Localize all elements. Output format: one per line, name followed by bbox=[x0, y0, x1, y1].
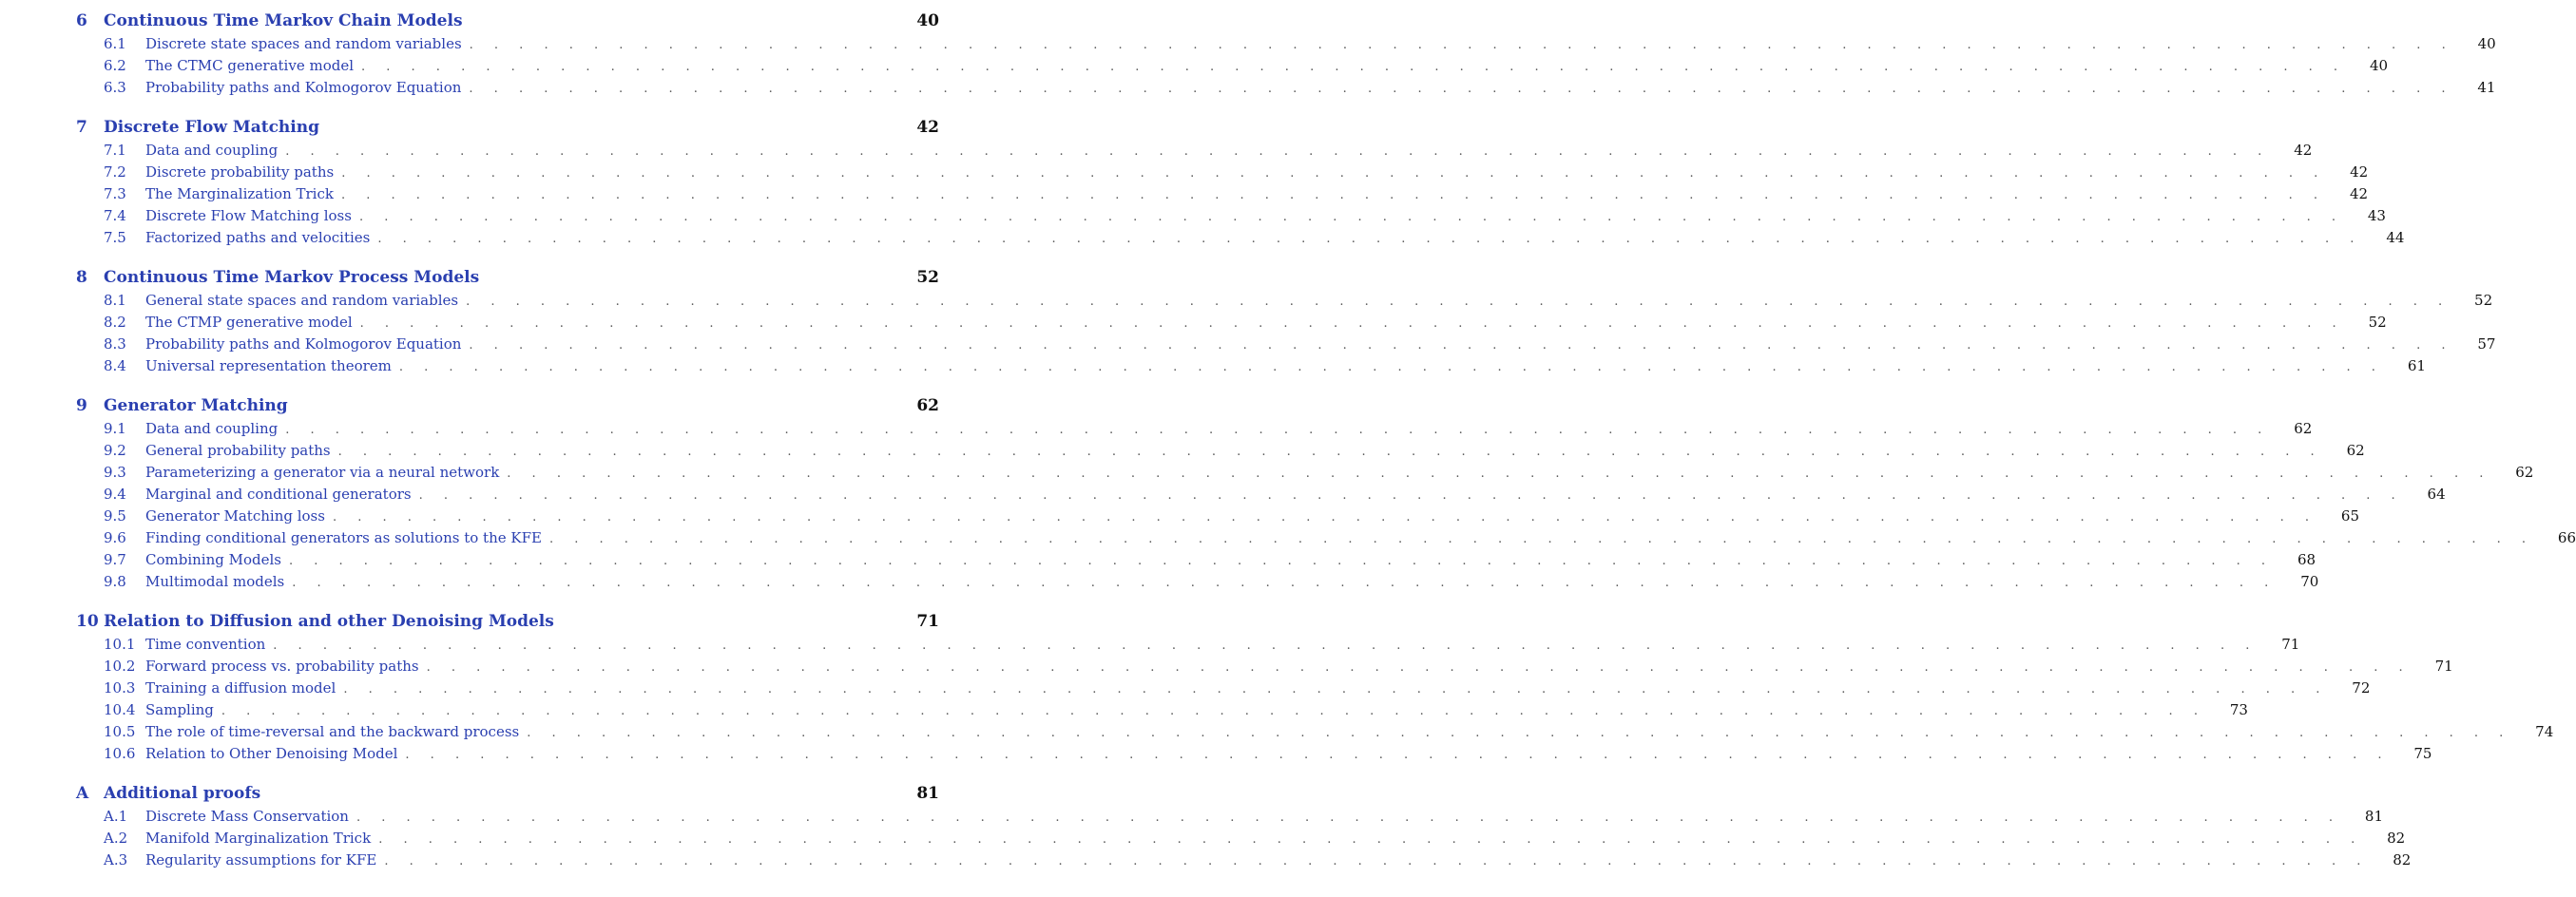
section-title: Discrete Mass Conservation bbox=[145, 808, 349, 825]
dot-leader: . . . . . . . . . . . . . . . . . . . . . . . . . . . . . . . . . . . . . . . . . . . . . . . . . . . . . . . . . . . . . . . . . . . . . . . . . . . . . . . . bbox=[288, 554, 2275, 568]
chapter-entry-link[interactable] bbox=[76, 394, 939, 418]
section-page-number: 81 bbox=[2364, 808, 2384, 825]
chapter-page-number: 81 bbox=[916, 784, 939, 803]
section-entry-link[interactable] bbox=[76, 227, 2405, 249]
dot-leader: . . . . . . . . . . . . . . . . . . . . . . . . . . . . . . . . . . . . . . . . . . . . . . . . . . . . . . . . . . . . . . . . . . . . . . . . . . . . . . . . bbox=[343, 682, 2329, 697]
dot-leader: . . . . . . . . . . . . . . . . . . . . . . . . . . . . . . . . . . . . . . . . . . . . . . . . . . . . . . . . . . . . . . . . . . . . . . . . . . . . . . . . bbox=[384, 854, 2370, 868]
chapter-entry-link[interactable] bbox=[76, 116, 939, 140]
section-entry-link[interactable] bbox=[76, 549, 2316, 571]
section-entry-link[interactable] bbox=[76, 290, 2493, 312]
section-page-number: 66 bbox=[2557, 529, 2576, 546]
section-page-number: 75 bbox=[2413, 745, 2432, 762]
dot-leader: . . . . . . . . . . . . . . . . . . . . . . . . . . . . . . . . . . . . . . . . . . . . . . . . . . . . . . . . . . . . . . . . . . . . . . . . . . . . . . . . bbox=[337, 445, 2323, 459]
dot-leader: . . . . . . . . . . . . . . . . . . . . . . . . . . . . . . . . . . . . . . . . . . . . . . . . . . . . . . . . . . . . . . . . . . . . . . . . . . . . . . . . bbox=[469, 338, 2454, 353]
dot-leader: . . . . . . . . . . . . . . . . . . . . . . . . . . . . . . . . . . . . . . . . . . . . . . . . . . . . . . . . . . . . . . . . . . . . . . . . . . . . . . . . bbox=[405, 748, 2391, 762]
toc-chapter bbox=[76, 394, 2576, 593]
section-title: Discrete Flow Matching loss bbox=[145, 207, 352, 224]
section-number: 9.3 bbox=[104, 464, 126, 481]
section-entry-link[interactable] bbox=[76, 484, 2446, 506]
section-page-number: 70 bbox=[2300, 573, 2319, 590]
dot-leader: . . . . . . . . . . . . . . . . . . . . . . . . . . . . . . . . . . . . . . . . . . . . . . . . . . . . . . . . . . . . . . . . . . . . . . . . . . . . . . . . bbox=[332, 510, 2317, 525]
chapter-title: Generator Matching bbox=[104, 396, 288, 415]
chapter-page-number: 40 bbox=[916, 11, 939, 30]
section-title: Relation to Other Denoising Model bbox=[145, 745, 398, 762]
dot-leader: . . . . . . . . . . . . . . . . . . . . . . . . . . . . . . . . . . . . . . . . . . . . . . . . . . . . . . . . . . . . . . . . . . . . . . . . . . . . . . . . bbox=[426, 660, 2412, 675]
section-page-number: 72 bbox=[2352, 679, 2371, 697]
section-page-number: 74 bbox=[2535, 723, 2554, 740]
section-title: Manifold Marginalization Trick bbox=[145, 830, 372, 847]
section-entry-link[interactable] bbox=[76, 806, 2384, 828]
section-number: 8.1 bbox=[104, 292, 126, 309]
section-entry-link[interactable] bbox=[76, 678, 2371, 699]
section-page-number: 62 bbox=[2294, 420, 2313, 437]
section-entry-link[interactable] bbox=[76, 162, 2369, 183]
section-title: Discrete probability paths bbox=[145, 163, 335, 181]
dot-leader: . . . . . . . . . . . . . . . . . . . . . . . . . . . . . . . . . . . . . . . . . . . . . . . . . . . . . . . . . . . . . . . . . . . . . . . . . . . . . . . . bbox=[358, 210, 2344, 224]
section-page-number: 42 bbox=[2294, 142, 2313, 159]
section-page-number: 61 bbox=[2407, 357, 2426, 374]
section-title: Training a diffusion model bbox=[145, 679, 336, 697]
table-of-contents bbox=[76, 10, 2576, 871]
chapter-title: Continuous Time Markov Process Models bbox=[104, 268, 480, 287]
section-entry-link[interactable] bbox=[76, 699, 2248, 721]
section-title: The role of time-reversal and the backward process bbox=[145, 723, 520, 740]
section-number: 9.1 bbox=[104, 420, 126, 437]
chapter-page-number: 62 bbox=[916, 396, 939, 415]
chapter-title: Additional proofs bbox=[104, 784, 261, 803]
section-entry-link[interactable] bbox=[76, 140, 2313, 162]
chapter-title: Relation to Diffusion and other Denoising Models bbox=[104, 612, 554, 631]
chapter-number: A bbox=[76, 784, 89, 803]
section-page-number: 42 bbox=[2349, 185, 2369, 202]
section-number: 9.2 bbox=[104, 442, 126, 459]
section-number: 6.2 bbox=[104, 57, 126, 74]
section-title: Probability paths and Kolmogorov Equation bbox=[145, 79, 462, 96]
section-page-number: 43 bbox=[2367, 207, 2386, 224]
section-page-number: 52 bbox=[2368, 314, 2387, 331]
chapter-entry-link[interactable] bbox=[76, 610, 939, 634]
section-page-number: 52 bbox=[2474, 292, 2493, 309]
section-entry-link[interactable] bbox=[76, 312, 2387, 334]
dot-leader: . . . . . . . . . . . . . . . . . . . . . . . . . . . . . . . . . . . . . . . . . . . . . . . . . . . . . . . . . . . . . . . . . . . . . . . . . . . . . . . . bbox=[356, 811, 2342, 825]
section-entry-link[interactable] bbox=[76, 205, 2386, 227]
dot-leader: . . . . . . . . . . . . . . . . . . . . . . . . . . . . . . . . . . . . . . . . . . . . . . . . . . . . . . . . . . . . . . . . . . . . . . . . . . . . . . . . bbox=[507, 467, 2492, 481]
section-entry-link[interactable] bbox=[76, 828, 2406, 849]
dot-leader: . . . . . . . . . . . . . . . . . . . . . . . . . . . . . . . . . . . . . . . . . . . . . . . . . . . . . . . . . . . . . . . . . . . . . . . . . . . . . . . . bbox=[377, 232, 2363, 246]
section-number: 10.4 bbox=[104, 701, 136, 718]
section-title: Combining Models bbox=[145, 551, 281, 568]
dot-leader: . . . . . . . . . . . . . . . . . . . . . . . . . . . . . . . . . . . . . . . . . . . . . . . . . . . . . . . . . . . . . . . . . . . . . . . . . . . . . . . . bbox=[285, 423, 2271, 437]
section-number: 7.1 bbox=[104, 142, 126, 159]
section-number: 6.1 bbox=[104, 35, 126, 52]
dot-leader: . . . . . . . . . . . . . . . . . . . . . . . . . . . . . . . . . . . . . . . . . . . . . . . . . . . . . . . . . . . . . . . . . . . . . . . . . . . . . . . . bbox=[466, 295, 2451, 309]
section-number: 6.3 bbox=[104, 79, 126, 96]
section-number: A.3 bbox=[104, 851, 128, 868]
dot-leader: . . . . . . . . . . . . . . . . . . . . . . . . . . . . . . . . . . . . . . . . . . . . . . . . . . . . . . . . . . . . . . . . . . . . . . . . . . . . . . . . bbox=[398, 360, 2384, 374]
section-number: 7.4 bbox=[104, 207, 126, 224]
section-title: Factorized paths and velocities bbox=[145, 229, 371, 246]
chapter-title: Discrete Flow Matching bbox=[104, 118, 320, 137]
chapter-number: 6 bbox=[76, 11, 87, 30]
section-number: 10.1 bbox=[104, 636, 136, 653]
section-page-number: 42 bbox=[2350, 163, 2369, 181]
section-entry-link[interactable] bbox=[76, 743, 2432, 765]
section-entry-link[interactable] bbox=[76, 334, 2496, 355]
section-entry-link[interactable] bbox=[76, 462, 2534, 484]
section-number: 9.5 bbox=[104, 507, 126, 525]
section-title: Data and coupling bbox=[145, 420, 279, 437]
dot-leader: . . . . . . . . . . . . . . . . . . . . . . . . . . . . . . . . . . . . . . . . . . . . . . . . . . . . . . . . . . . . . . . . . . . . . . . . . . . . . . . . bbox=[469, 38, 2454, 52]
section-number: 10.2 bbox=[104, 658, 136, 675]
section-title: Data and coupling bbox=[145, 142, 279, 159]
section-entry-link[interactable] bbox=[76, 506, 2359, 527]
section-title: Finding conditional generators as solutions to the KFE bbox=[145, 529, 542, 546]
section-page-number: 64 bbox=[2427, 486, 2446, 503]
section-number: 10.6 bbox=[104, 745, 136, 762]
section-number: 9.6 bbox=[104, 529, 126, 546]
section-number: 9.7 bbox=[104, 551, 126, 568]
section-number: 8.3 bbox=[104, 335, 126, 353]
section-page-number: 62 bbox=[2515, 464, 2534, 481]
chapter-entry-link[interactable] bbox=[76, 782, 939, 806]
section-title: Forward process vs. probability paths bbox=[145, 658, 419, 675]
section-title: General state spaces and random variables bbox=[145, 292, 459, 309]
section-entry-link[interactable] bbox=[76, 440, 2365, 462]
section-number: 8.2 bbox=[104, 314, 126, 331]
section-page-number: 40 bbox=[2369, 57, 2389, 74]
section-page-number: 82 bbox=[2387, 830, 2406, 847]
dot-leader: . . . . . . . . . . . . . . . . . . . . . . . . . . . . . . . . . . . . . . . . . . . . . . . . . . . . . . . . . . . . . . . . . . . . . . . . . . . . . . . . bbox=[527, 726, 2512, 740]
section-title: General probability paths bbox=[145, 442, 331, 459]
section-page-number: 73 bbox=[2229, 701, 2248, 718]
section-entry-link[interactable] bbox=[76, 33, 2496, 55]
section-entry-link[interactable] bbox=[76, 571, 2319, 593]
section-entry-link[interactable] bbox=[76, 55, 2389, 77]
section-title: Regularity assumptions for KFE bbox=[145, 851, 377, 868]
section-page-number: 40 bbox=[2477, 35, 2496, 52]
dot-leader: . . . . . . . . . . . . . . . . . . . . . . . . . . . . . . . . . . . . . . . . . . . . . . . . . . . . . . . . . . . . . . . . . . . . . . . . . . . . . . . . bbox=[221, 704, 2206, 718]
section-entry-link[interactable] bbox=[76, 721, 2554, 743]
section-entry-link[interactable] bbox=[76, 634, 2300, 656]
section-page-number: 65 bbox=[2340, 507, 2359, 525]
section-title: Time convention bbox=[145, 636, 266, 653]
section-number: A.2 bbox=[104, 830, 128, 847]
section-entry-link[interactable] bbox=[76, 418, 2313, 440]
section-title: Multimodal models bbox=[145, 573, 285, 590]
dot-leader: . . . . . . . . . . . . . . . . . . . . . . . . . . . . . . . . . . . . . . . . . . . . . . . . . . . . . . . . . . . . . . . . . . . . . . . . . . . . . . . . bbox=[548, 532, 2534, 546]
toc-chapter bbox=[76, 266, 2496, 377]
toc-chapter bbox=[76, 116, 2405, 249]
chapter-number: 10 bbox=[76, 612, 99, 631]
chapter-number: 9 bbox=[76, 396, 87, 415]
section-page-number: 71 bbox=[2434, 658, 2453, 675]
toc-chapter bbox=[76, 10, 2496, 99]
section-number: A.1 bbox=[104, 808, 128, 825]
chapter-entry-link[interactable] bbox=[76, 10, 939, 33]
dot-leader: . . . . . . . . . . . . . . . . . . . . . . . . . . . . . . . . . . . . . . . . . . . . . . . . . . . . . . . . . . . . . . . . . . . . . . . . . . . . . . . . bbox=[378, 832, 2364, 847]
section-page-number: 71 bbox=[2281, 636, 2300, 653]
section-number: 8.4 bbox=[104, 357, 126, 374]
chapter-page-number: 52 bbox=[916, 268, 939, 287]
section-title: Probability paths and Kolmogorov Equation bbox=[145, 335, 462, 353]
section-page-number: 44 bbox=[2386, 229, 2405, 246]
chapter-entry-link[interactable] bbox=[76, 266, 939, 290]
section-title: Sampling bbox=[145, 701, 214, 718]
section-entry-link[interactable] bbox=[76, 183, 2369, 205]
section-entry-link[interactable] bbox=[76, 656, 2453, 678]
section-title: The CTMC generative model bbox=[145, 57, 355, 74]
section-page-number: 82 bbox=[2393, 851, 2412, 868]
dot-leader: . . . . . . . . . . . . . . . . . . . . . . . . . . . . . . . . . . . . . . . . . . . . . . . . . . . . . . . . . . . . . . . . . . . . . . . . . . . . . . . . bbox=[285, 144, 2271, 159]
dot-leader: . . . . . . . . . . . . . . . . . . . . . . . . . . . . . . . . . . . . . . . . . . . . . . . . . . . . . . . . . . . . . . . . . . . . . . . . . . . . . . . . bbox=[340, 188, 2327, 202]
section-number: 7.2 bbox=[104, 163, 126, 181]
dot-leader: . . . . . . . . . . . . . . . . . . . . . . . . . . . . . . . . . . . . . . . . . . . . . . . . . . . . . . . . . . . . . . . . . . . . . . . . . . . . . . . . bbox=[361, 60, 2347, 74]
section-title: Parameterizing a generator via a neural network bbox=[145, 464, 500, 481]
section-title: The CTMP generative model bbox=[145, 314, 353, 331]
dot-leader: . . . . . . . . . . . . . . . . . . . . . . . . . . . . . . . . . . . . . . . . . . . . . . . . . . . . . . . . . . . . . . . . . . . . . . . . . . . . . . . . bbox=[418, 488, 2404, 503]
section-page-number: 57 bbox=[2477, 335, 2496, 353]
dot-leader: . . . . . . . . . . . . . . . . . . . . . . . . . . . . . . . . . . . . . . . . . . . . . . . . . . . . . . . . . . . . . . . . . . . . . . . . . . . . . . . . bbox=[469, 82, 2454, 96]
section-number: 7.5 bbox=[104, 229, 126, 246]
section-title: Marginal and conditional generators bbox=[145, 486, 412, 503]
dot-leader: . . . . . . . . . . . . . . . . . . . . . . . . . . . . . . . . . . . . . . . . . . . . . . . . . . . . . . . . . . . . . . . . . . . . . . . . . . . . . . . . bbox=[341, 166, 2327, 181]
section-entry-link[interactable] bbox=[76, 355, 2426, 377]
chapter-number: 8 bbox=[76, 268, 87, 287]
section-page-number: 68 bbox=[2297, 551, 2316, 568]
chapter-page-number: 71 bbox=[916, 612, 939, 631]
section-title: The Marginalization Trick bbox=[145, 185, 334, 202]
toc-chapter bbox=[76, 782, 2412, 871]
section-number: 10.3 bbox=[104, 679, 136, 697]
section-page-number: 41 bbox=[2477, 79, 2496, 96]
section-entry-link[interactable] bbox=[76, 849, 2412, 871]
chapter-title: Continuous Time Markov Chain Models bbox=[104, 11, 463, 30]
section-number: 7.3 bbox=[104, 185, 126, 202]
toc-chapter bbox=[76, 610, 2554, 765]
section-number: 9.4 bbox=[104, 486, 126, 503]
section-entry-link[interactable] bbox=[76, 77, 2496, 99]
chapter-number: 7 bbox=[76, 118, 87, 137]
chapter-page-number: 42 bbox=[916, 118, 939, 137]
section-title: Discrete state spaces and random variables bbox=[145, 35, 462, 52]
dot-leader: . . . . . . . . . . . . . . . . . . . . . . . . . . . . . . . . . . . . . . . . . . . . . . . . . . . . . . . . . . . . . . . . . . . . . . . . . . . . . . . . bbox=[292, 576, 2278, 590]
section-page-number: 62 bbox=[2346, 442, 2365, 459]
section-number: 9.8 bbox=[104, 573, 126, 590]
section-entry-link[interactable] bbox=[76, 527, 2576, 549]
dot-leader: . . . . . . . . . . . . . . . . . . . . . . . . . . . . . . . . . . . . . . . . . . . . . . . . . . . . . . . . . . . . . . . . . . . . . . . . . . . . . . . . bbox=[273, 639, 2259, 653]
section-title: Universal representation theorem bbox=[145, 357, 392, 374]
section-number: 10.5 bbox=[104, 723, 136, 740]
dot-leader: . . . . . . . . . . . . . . . . . . . . . . . . . . . . . . . . . . . . . . . . . . . . . . . . . . . . . . . . . . . . . . . . . . . . . . . . . . . . . . . . bbox=[359, 316, 2345, 331]
section-title: Generator Matching loss bbox=[145, 507, 325, 525]
